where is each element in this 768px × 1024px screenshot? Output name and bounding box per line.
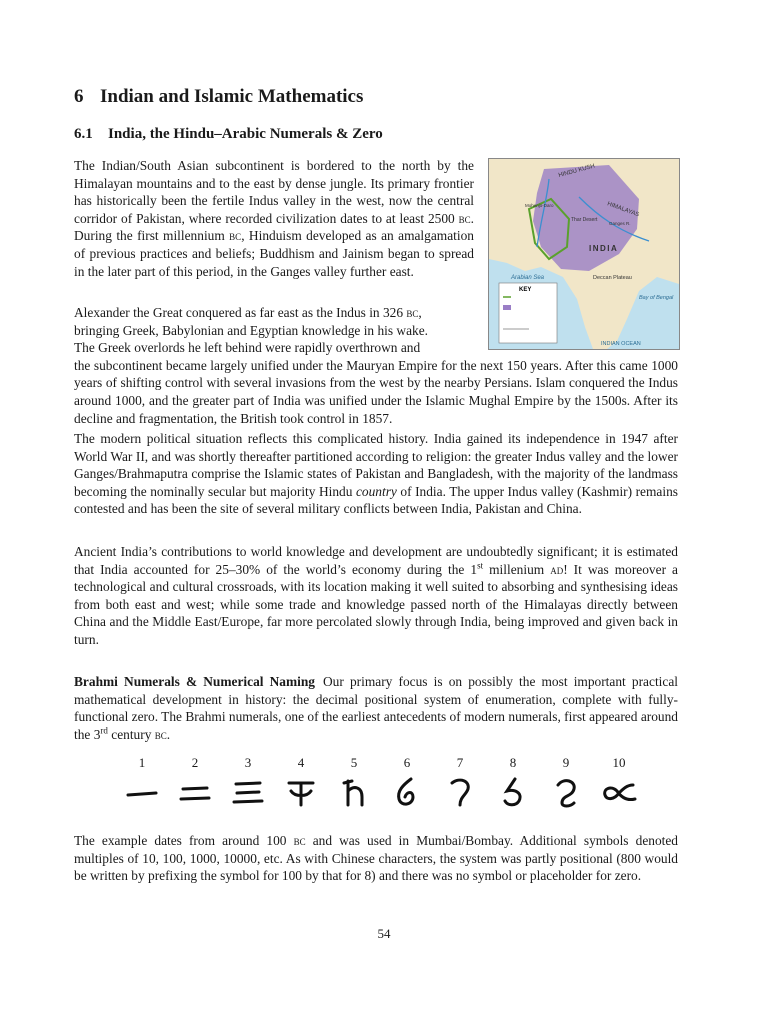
text-run: millenium (483, 561, 551, 577)
superscript: st (477, 560, 484, 571)
numeral-label: 9 (562, 755, 570, 770)
era-abbrev: bc (154, 726, 167, 742)
numeral-1 (122, 755, 162, 809)
numeral-label: 3 (244, 755, 252, 770)
label-deccan: Deccan Plateau (593, 275, 632, 281)
numeral-label: 7 (456, 755, 464, 770)
text-run: The Indian/South Asian subcontinent is bordered to the north by the Himalayan mountains and to the east by dense jungle. Its primary frontier has historically been the fertile Indus valley in the west, now the central corridor of Pakistan, where recorded civilization dates to at least 2500 (74, 158, 474, 226)
numeral-label: 5 (350, 755, 358, 770)
numeral-4 (281, 755, 321, 809)
era-abbrev: bc (406, 305, 419, 320)
era-abbrev: bc (229, 228, 242, 244)
label-bay-of-bengal: Bay of Bengal (639, 295, 674, 301)
numeral-label: 6 (403, 755, 411, 770)
chapter-title: Indian and Islamic Mathematics (100, 86, 364, 107)
paragraph-history (74, 304, 678, 427)
brahmi-8-glyph (493, 775, 533, 809)
chapter-number: 6 (74, 86, 84, 107)
brahmi-numerals-figure (120, 755, 640, 815)
brahmi-6-glyph (387, 775, 427, 809)
numeral-6 (387, 755, 427, 809)
era-abbrev: ad (550, 561, 564, 577)
brahmi-3-glyph (228, 775, 268, 809)
text-line: bringing Greek, Babylonian and Egyptian knowledge in his wake. (74, 322, 429, 338)
text-run: the subcontinent became largely unified under the Mauryan Empire for the next 150 years. After this came 1000 years of shifting control with several invasions from the west by the nearby Persians. Islam conquered the Indus around 1000, and the greater part of India was unified under the Islamic Mughal Empire by the 1500s. After its decline and fragmentation, the British took control in 1857. (74, 357, 678, 426)
label-mohenjo-daro: Mohenjo-Daro (525, 203, 554, 208)
era-abbrev: bc (293, 833, 306, 848)
label-ganges: Ganges R. (609, 221, 631, 226)
text-run: The modern political situation reflects this complicated history. India gained its independence in 1947 after World War II, and was shortly thereafter partitioned according to religion: the greater Indus valley and the lower Ganges/Brahmaputra comprise the Islamic states of Pakistan and Bangladesh, with the majority of the landmass becoming the nominally secular but majority Hindu (74, 431, 678, 499)
paragraph-brahmi (74, 673, 678, 743)
brahmi-5-glyph (334, 775, 374, 809)
map-key-title: KEY (519, 287, 532, 293)
label-arabian-sea: Arabian Sea (511, 275, 545, 281)
text-run: of India. The upper Indus valley (Kashmir) remains contested and has been the site of several military conflicts between India, Pakistan and China. (74, 483, 678, 517)
text-run: Our primary focus is on possibly the most important practical mathematical development in history: the decimal positional system of enumeration, complete with fully-functional zero. The Brahmi numerals, one of the earliest antecedents of modern numerals, first appeared around the 3 (74, 674, 678, 742)
brahmi-10-glyph (599, 775, 639, 809)
text-line (74, 304, 474, 322)
text-run: , (418, 305, 422, 320)
numeral-2 (175, 755, 215, 809)
text-line: The Greek overlords he left behind were rapidly overthrown and (74, 340, 421, 356)
brahmi-9-glyph (546, 775, 586, 809)
text-run: and was used in Mumbai/Bombay. Additional symbols denoted multiples of 10, 100, 1000, 10000, etc. As with Chinese characters, the system was partly positional (800 would be written by prefixing the symbol for 100 by that for 8) and there was no symbol or placeholder for zero. (74, 833, 679, 884)
numeral-label: 10 (612, 755, 626, 770)
text-run: ! It was moreover a technological and cultural crossroads, with its location making it well suited to absorbing and synthesising ideas from both east and west; while some trade and knowledge passed north of the Himalayas directly between China and the Middle East/Europe, far more percolated slowly through India, being improved and given back in turn. (74, 561, 678, 647)
numeral-label: 8 (509, 755, 517, 770)
text-run: The example dates from around 100 (74, 833, 294, 848)
numeral-10 (599, 755, 639, 809)
numeral-label: 4 (297, 755, 305, 770)
paragraph-numeral-notes (74, 832, 678, 885)
text-run: , Hinduism developed as an amalgamation of previous practices and beliefs; Buddhism and Jainism began to spread in the later part of this period, in the Ganges valley further east. (74, 228, 474, 279)
text-run: . (166, 726, 171, 742)
label-himalayas: HIMALAYAS (606, 201, 640, 219)
numeral-5 (334, 755, 374, 809)
paragraph-modern-politics (74, 430, 678, 518)
text-run: . During the first millennium (74, 210, 474, 244)
label-india: INDIA (589, 244, 619, 253)
label-hindu-kush: HINDU KUSH (557, 163, 596, 179)
section-title: India, the Hindu–Arabic Numerals & Zero (108, 126, 383, 142)
label-indian-ocean: INDIAN OCEAN (601, 341, 641, 347)
numeral-label: 1 (138, 755, 146, 770)
page-number: 54 (377, 926, 391, 941)
text-run: century (107, 726, 155, 742)
paragraph-geography (74, 157, 474, 280)
emphasis: country (355, 483, 397, 499)
brahmi-7-glyph (440, 775, 480, 809)
era-abbrev: bc (458, 210, 471, 226)
section-heading (74, 126, 383, 143)
text-run: Ancient India’s contributions to world knowledge and development are undoubtedly significant; it is estimated that India accounted for 25–30% of the world’s economy during the 1 (74, 544, 678, 577)
superscript: rd (100, 725, 108, 736)
brahmi-1-glyph (122, 775, 162, 809)
numeral-label: 2 (191, 755, 199, 770)
run-in-heading: Brahmi Numerals & Numerical Naming (74, 674, 316, 689)
section-number: 6.1 (74, 126, 93, 142)
label-thar: Thar Desert (571, 217, 598, 223)
chapter-heading (74, 86, 363, 108)
paragraph-contributions (74, 543, 678, 649)
numeral-9 (546, 755, 586, 809)
brahmi-2-glyph (175, 775, 215, 809)
text-run: Alexander the Great conquered as far east as the Indus in 326 (74, 305, 407, 320)
numeral-3 (228, 755, 268, 809)
brahmi-4-glyph (281, 775, 321, 809)
numeral-7 (440, 755, 480, 809)
numeral-8 (493, 755, 533, 809)
